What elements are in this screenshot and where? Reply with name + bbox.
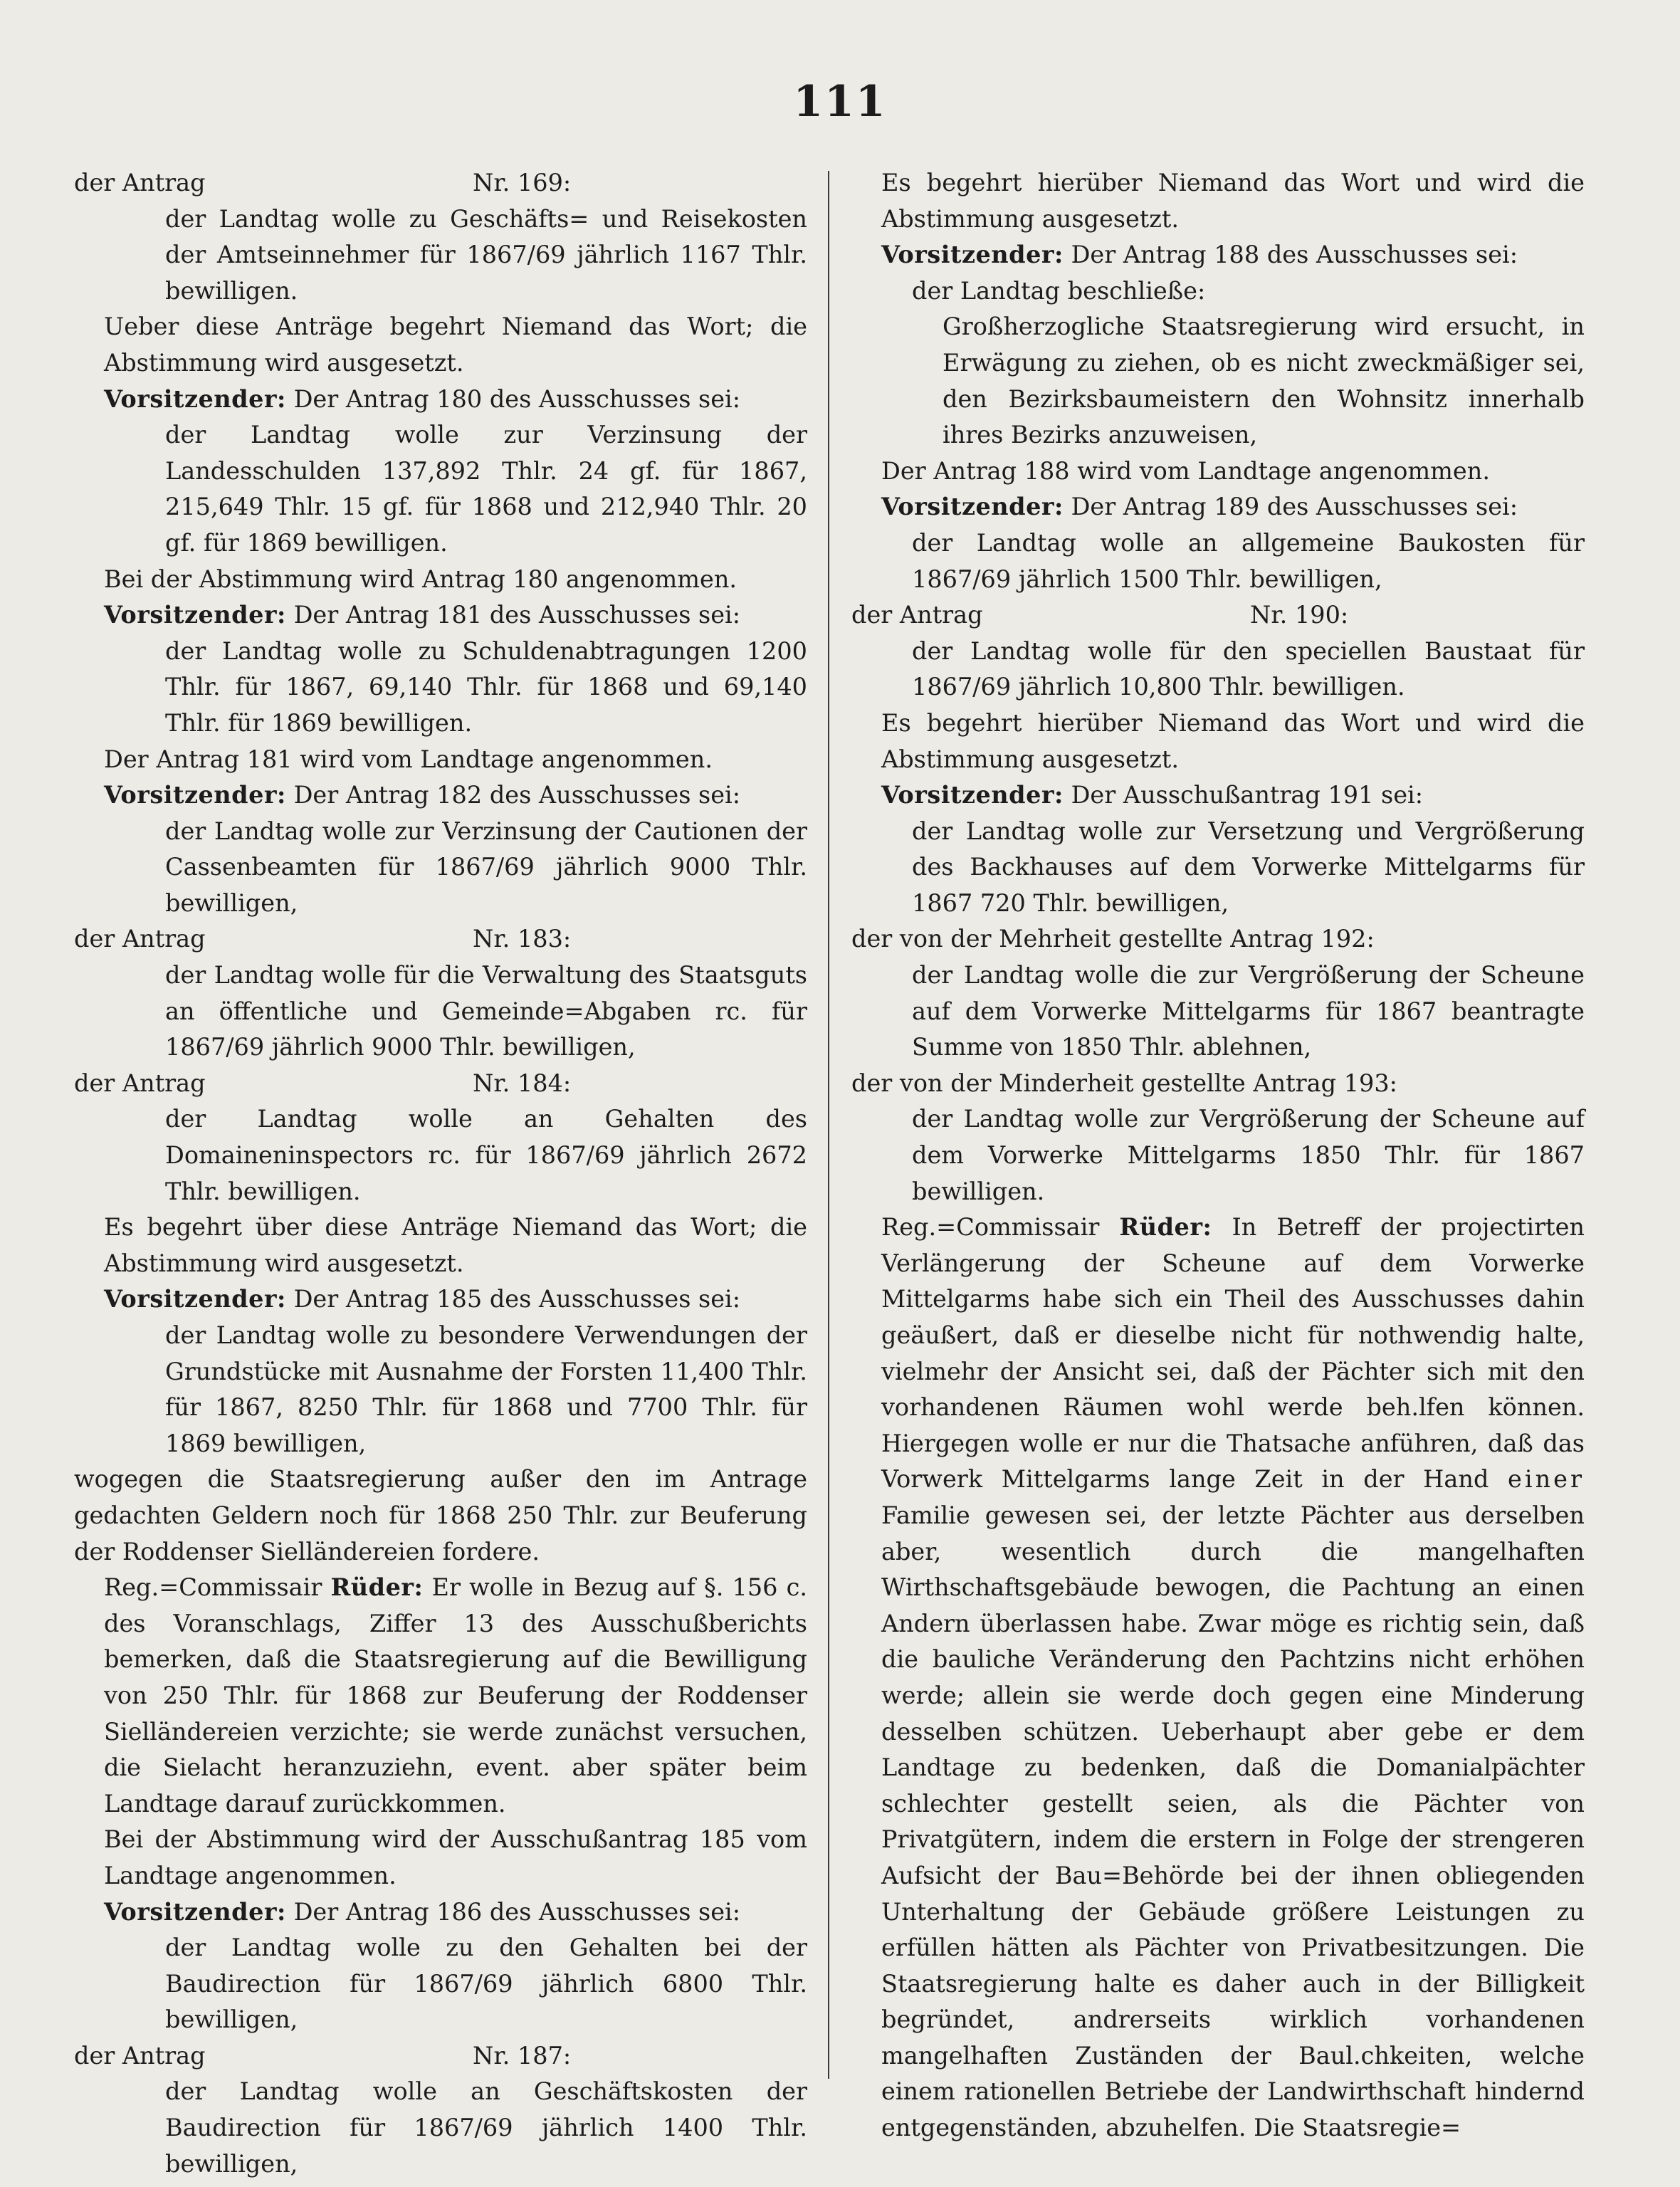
speech-text: Der Ausschußantrag 191 sei:	[1063, 781, 1424, 809]
motion-text: der Landtag wolle an Gehalten des Domaineninspectors rc. für 1867/69 jährlich 2672 Thlr. bewilligen.	[165, 1105, 807, 1205]
speech-text: Der Antrag 181 des Ausschusses sei:	[285, 601, 741, 629]
column-divider	[828, 171, 829, 2079]
speech-paragraph	[851, 489, 1585, 525]
speaker-name: Vorsitzender:	[881, 493, 1064, 521]
page-number: 111	[793, 77, 887, 127]
motion-intro	[851, 597, 1585, 634]
motion-intro	[74, 2038, 807, 2075]
motion-intro	[74, 1066, 807, 1102]
speech-paragraph	[74, 1281, 807, 1318]
paragraph: Der Antrag 181 wird vom Landtage angenommen.	[104, 745, 713, 773]
speech-text: Der Antrag 189 des Ausschusses sei:	[1063, 493, 1518, 521]
motion-number: Nr. 190:	[1250, 601, 1349, 629]
motion-label: der Antrag	[74, 1069, 206, 1097]
speech-paragraph	[851, 777, 1585, 814]
paragraph: Es begehrt über diese Anträge Niemand das Wort; die Abstimmung wird ausgesetzt.	[104, 1213, 807, 1277]
motion-intro	[74, 921, 807, 958]
paragraph: der von der Mehrheit gestellte Antrag 192:	[851, 925, 1375, 953]
speaker-name: Vorsitzender:	[881, 241, 1064, 269]
paragraph: Es begehrt hierüber Niemand das Wort und wird die Abstimmung ausgesetzt.	[881, 169, 1585, 233]
speech-text: Familie gewesen sei, der letzte Pächter aus derselben aber, wesentlich durch die mangelhaften Wirthschaftsgebäude bewogen, die Pachtung an einen Andern überlassen habe. Zwar möge es richtig sein, daß die bauliche Veränderung den Pachtzins nicht erhöhen werde; allein sie werde doch gegen eine Minderung desselben schützen. Ueberhaupt aber gebe er dem Landtage zu bedenken, daß die Domanialpächter schlechter gestellt seien, als die Pächter von Privatgütern, indem die erstern in Folge der strengeren Aufsicht der Bau=Behörde bei der ihnen obliegenden Unterhaltung der Gebäude größere Leistungen zu erfüllen hätten als Pächter von Privatbesitzungen. Die Staatsregierung halte es daher auch in der Billigkeit begründet, andrerseits wirklich vorhandenen mangelhaften Zuständen der Baul.chkeiten, welche einem rationellen Betriebe der Landwirthschaft hindernd entgegenständen, abzuhelfen. Die Staatsregie=	[881, 1501, 1585, 2142]
motion-label: der Antrag	[74, 169, 206, 196]
speech-text: Er wolle in Bezug auf §. 156 c. des Voranschlags, Ziffer 13 des Ausschußberichts bemerken, daß die Staatsregierung auf die Bewilligung von 250 Thlr. für 1868 zur Beuferung der Roddenser Sielländereien verzichte; sie werde zunächst versuchen, die Sielacht heranzuziehn, event. aber später beim Landtage darauf zurückkommen.	[104, 1573, 807, 1818]
motion-label: der Antrag	[74, 2041, 206, 2070]
motion-text: der Landtag wolle an Geschäftskosten der Baudirection für 1867/69 jährlich 1400 Thlr. bewilligen,	[165, 2077, 807, 2178]
left-column	[74, 165, 807, 2182]
speech-paragraph	[74, 382, 807, 418]
speech-paragraph	[74, 597, 807, 634]
speaker-name: Vorsitzender:	[104, 1285, 286, 1313]
speech-text: Der Antrag 188 des Ausschusses sei:	[1063, 241, 1518, 269]
speech-text: In Betreff der projectirten Verlängerung der Scheune auf dem Vorwerke Mittelgarms habe sich ein Theil des Ausschusses dahin geäußert, daß er dieselbe nicht für nothwendig halte, vielmehr der Ansicht sei, daß der Pächter sich mit den vorhandenen Räumen wohl werde beh.lfen können. Hiergegen wolle er nur die Thatsache anführen, daß das Vorwerk Mittelgarms lange Zeit in der Hand	[881, 1213, 1585, 1494]
motion-label: der Antrag	[851, 601, 983, 629]
speech-paragraph	[851, 1210, 1585, 2146]
speaker-name: Vorsitzender:	[104, 781, 286, 809]
speaker-name: Vorsitzender:	[881, 781, 1064, 809]
paragraph: Bei der Abstimmung wird der Ausschußantrag 185 vom Landtage angenommen.	[104, 1825, 807, 1889]
paragraph: Ueber diese Anträge begehrt Niemand das Wort; die Abstimmung wird ausgesetzt.	[104, 313, 807, 377]
speaker-name: Vorsitzender:	[104, 384, 286, 413]
speaker-role: Reg.=Commissair	[104, 1573, 331, 1602]
paragraph: Der Antrag 188 wird vom Landtage angenommen.	[881, 456, 1490, 485]
speech-text: Der Antrag 186 des Ausschusses sei:	[285, 1897, 741, 1926]
motion-text: der Landtag wolle die zur Vergrößerung der Scheune auf dem Vorwerke Mittelgarms für 1867 beantragte Summe von 1850 Thlr. ablehnen,	[912, 961, 1585, 1061]
motion-number: Nr. 187:	[473, 2041, 572, 2070]
motion-number: Nr. 169:	[473, 169, 572, 196]
right-column	[851, 165, 1585, 2146]
speech-text: Der Antrag 182 des Ausschusses sei:	[285, 781, 741, 809]
motion-label: der Antrag	[74, 925, 206, 953]
motion-intro	[74, 165, 807, 201]
motion-number: Nr. 184:	[473, 1069, 572, 1097]
speaker-role: Reg.=Commissair	[881, 1213, 1120, 1242]
motion-text: der Landtag wolle zu Schuldenabtragungen 1200 Thlr. für 1867, 69,140 Thlr. für 1868 und 69,140 Thlr. für 1869 bewilligen.	[165, 636, 807, 737]
motion-text: der Landtag wolle an allgemeine Baukosten für 1867/69 jährlich 1500 Thlr. bewilligen,	[912, 528, 1585, 593]
emphasized-word: einer	[1508, 1465, 1585, 1494]
speech-paragraph	[74, 1894, 807, 1931]
speech-paragraph	[74, 1570, 807, 1822]
motion-text: der Landtag wolle zur Verzinsung der Cautionen der Cassenbeamten für 1867/69 jährlich 9000 Thlr. bewilligen,	[165, 817, 807, 917]
motion-text: der Landtag wolle zu besondere Verwendungen der Grundstücke mit Ausnahme der Forsten 11,400 Thlr. für 1867, 8250 Thlr. für 1868 und 7700 Thlr. für 1869 bewilligen,	[165, 1321, 807, 1457]
speaker-name: Vorsitzender:	[104, 601, 286, 629]
speech-paragraph	[74, 777, 807, 814]
speech-paragraph	[851, 237, 1585, 273]
motion-text: der Landtag wolle zur Verzinsung der Landesschulden 137,892 Thlr. 24 gf. für 1867, 215,649 Thlr. 15 gf. für 1868 und 212,940 Thlr. 20 gf. für 1869 bewilligen.	[165, 421, 807, 557]
motion-text: der Landtag wolle für den speciellen Baustaat für 1867/69 jährlich 10,800 Thlr. bewilligen.	[912, 636, 1585, 701]
motion-number: Nr. 183:	[473, 925, 572, 953]
speech-text: Der Antrag 185 des Ausschusses sei:	[285, 1285, 741, 1313]
paragraph: wogegen die Staatsregierung außer den im Antrage gedachten Geldern noch für 1868 250 Thlr. zur Beuferung der Roddenser Sielländereien fordere.	[74, 1465, 807, 1565]
paragraph: der von der Minderheit gestellte Antrag 193:	[851, 1069, 1397, 1097]
speaker-name: Vorsitzender:	[104, 1897, 286, 1926]
paragraph: Es begehrt hierüber Niemand das Wort und wird die Abstimmung ausgesetzt.	[881, 708, 1585, 773]
motion-text: der Landtag wolle zu den Gehalten bei der Baudirection für 1867/69 jährlich 6800 Thlr. bewilligen,	[165, 1934, 807, 2034]
motion-text: der Landtag wolle zur Vergrößerung der Scheune auf dem Vorwerke Mittelgarms 1850 Thlr. für 1867 bewilligen.	[912, 1105, 1585, 1205]
paragraph: Bei der Abstimmung wird Antrag 180 angenommen.	[104, 565, 737, 593]
speaker-name: Rüder:	[1119, 1213, 1212, 1242]
motion-text: der Landtag wolle für die Verwaltung des Staatsguts an öffentliche und Gemeinde=Abgaben rc. für 1867/69 jährlich 9000 Thlr. bewilligen,	[165, 961, 807, 1061]
speaker-name: Rüder:	[330, 1573, 424, 1602]
motion-text: der Landtag wolle zur Versetzung und Vergrößerung des Backhauses auf dem Vorwerke Mittelgarms für 1867 720 Thlr. bewilligen,	[912, 817, 1585, 917]
motion-text: Großherzogliche Staatsregierung wird ersucht, in Erwägung zu ziehen, ob es nicht zweckmäßiger sei, den Bezirksbaumeistern den Wohnsitz innerhalb ihres Bezirks anzuweisen,	[943, 313, 1585, 449]
motion-text: der Landtag beschließe:	[912, 276, 1206, 305]
speech-text: Der Antrag 180 des Ausschusses sei:	[285, 384, 741, 413]
motion-text: der Landtag wolle zu Geschäfts= und Reisekosten der Amtseinnehmer für 1867/69 jährlich 1167 Thlr. bewilligen.	[165, 204, 807, 305]
